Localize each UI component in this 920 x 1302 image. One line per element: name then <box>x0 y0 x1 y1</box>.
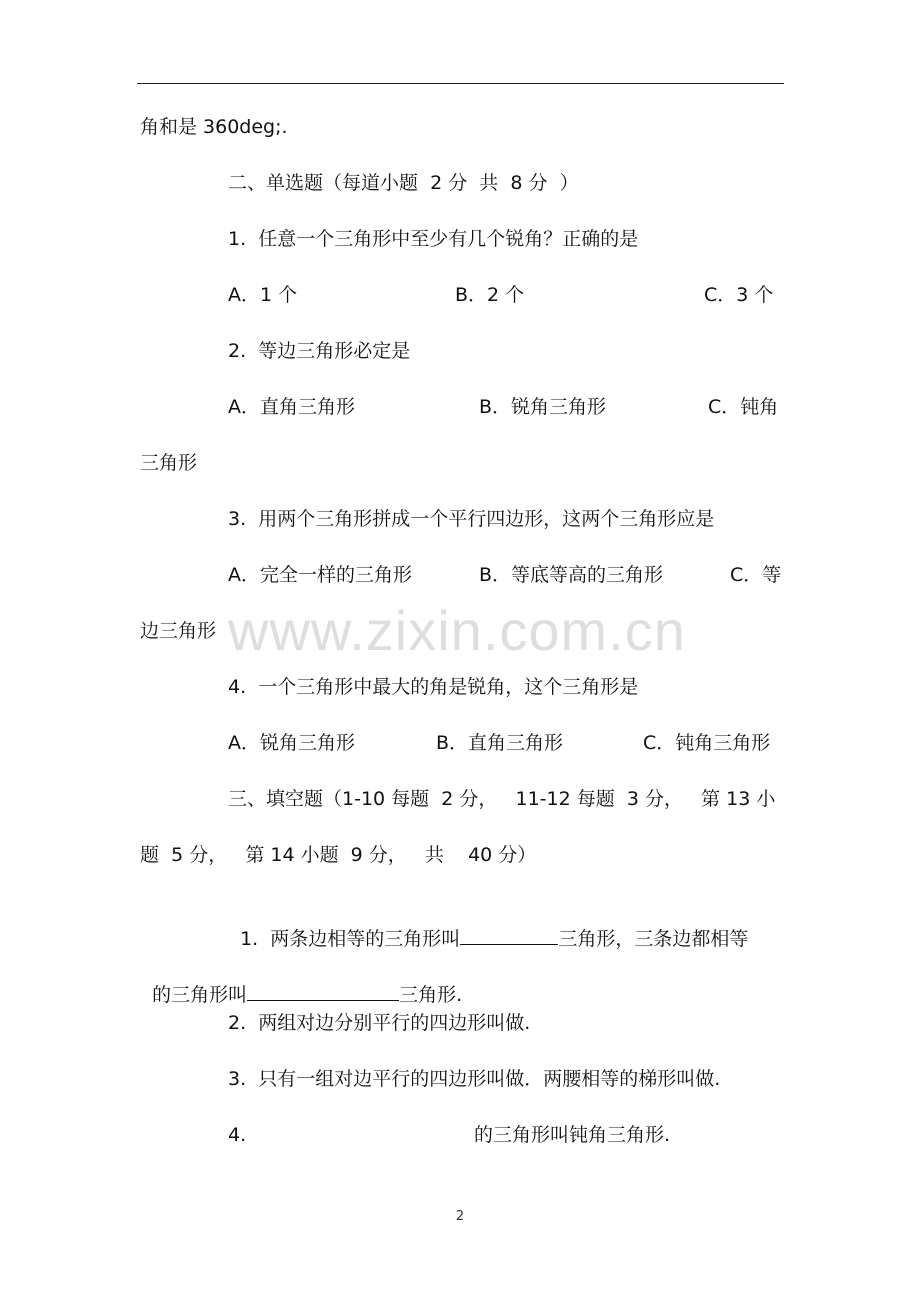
fill-q1-text-d: 三角形. <box>399 984 463 1006</box>
fill-question-1-line2 <box>140 954 462 1008</box>
fill-q1-blank-2[interactable] <box>247 980 399 1001</box>
q2-option-c: C．钝角 <box>708 396 779 418</box>
fill-q1-text-c: 的三角形叫 <box>152 984 248 1006</box>
q2-option-b: B．锐角三角形 <box>479 396 607 418</box>
q1-option-a: A．1 个 <box>228 284 298 306</box>
section2-heading: 二、单选题（每道小题 2 分 共 8 分 ） <box>228 172 579 194</box>
q3-option-b: B．等底等高的三角形 <box>479 564 664 586</box>
fill-q1-text-b: 三角形，三条边都相等 <box>558 928 749 950</box>
question-1: 1. 任意一个三角形中至少有几个锐角？正确的是 <box>228 228 639 250</box>
fill-q1-text-a: 1. 两条边相等的三角形叫 <box>240 928 461 950</box>
continuation-text: 角和是 360deg;. <box>140 116 288 138</box>
watermark: www.zixin.com.cn <box>228 599 686 662</box>
q4-option-b: B．直角三角形 <box>436 732 564 754</box>
section3-heading-line2: 题 5 分， 第 14 小题 9 分， 共 40 分） <box>140 844 537 866</box>
fill-question-2: 2. 两组对边分别平行的四边形叫做. <box>228 1012 531 1034</box>
q2-option-c-wrap: 三角形 <box>140 452 198 474</box>
question-3: 3. 用两个三角形拼成一个平行四边形，这两个三角形应是 <box>228 508 715 530</box>
q4-option-a: A．锐角三角形 <box>228 732 355 754</box>
q4-option-c: C．钝角三角形 <box>643 732 771 754</box>
q2-option-a: A．直角三角形 <box>228 396 355 418</box>
q1-option-b: B．2 个 <box>455 284 525 306</box>
page-number: 2 <box>455 1209 465 1224</box>
q3-option-c-wrap: 边三角形 <box>140 620 217 642</box>
question-4: 4. 一个三角形中最大的角是锐角，这个三角形是 <box>228 676 639 698</box>
header-rule <box>137 83 784 84</box>
fill-question-4-text: 的三角形叫钝角三角形. <box>474 1124 671 1146</box>
q3-option-c: C．等 <box>730 564 782 586</box>
fill-q1-blank-1[interactable] <box>460 924 558 945</box>
q3-option-a: A．完全一样的三角形 <box>228 564 412 586</box>
fill-question-4-number: 4. <box>228 1124 247 1146</box>
q1-option-c: C．3 个 <box>704 284 774 306</box>
section3-heading-line1: 三、填空题（1-10 每题 2 分， 11-12 每题 3 分， 第 13 小 <box>228 788 776 810</box>
fill-question-1-line1 <box>228 898 748 952</box>
fill-question-3: 3. 只有一组对边平行的四边形叫做．两腰相等的梯形叫做. <box>228 1068 721 1090</box>
question-2: 2. 等边三角形必定是 <box>228 340 411 362</box>
